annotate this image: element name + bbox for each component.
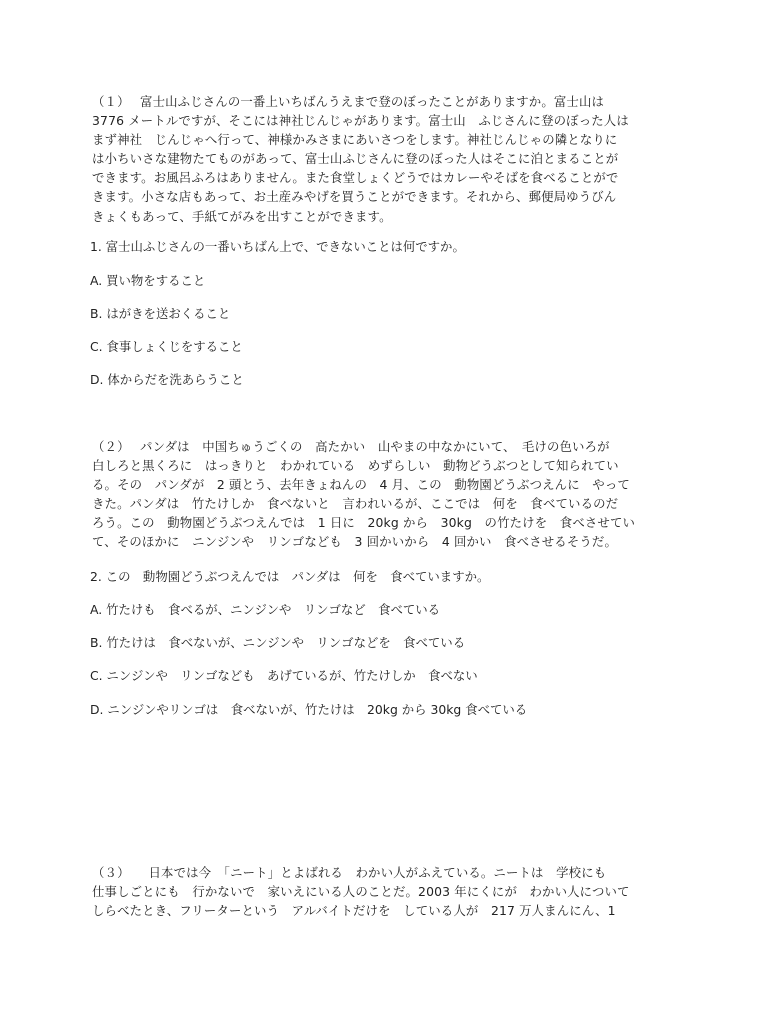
passage-line: 白しろと黒くろに はっきりと わかれている めずらしい 動物どうぶつとして知られてい <box>92 458 619 474</box>
passage-line: きた。パンダは 竹たけしか 食べないと 言われいるが、ここでは 何を 食べているのだ <box>92 496 619 512</box>
passage-line: ろう。この 動物園どうぶつえんでは 1 日に 20kg から 30kg の竹たけを 食べさせてい <box>92 515 636 531</box>
section-2-passage <box>92 437 682 552</box>
passage-line: きょくもあって、手紙てがみを出すことができます。 <box>92 208 392 224</box>
passage-line: きます。小さな店もあって、お土産みやげを買うことができます。それから、郵便局ゆうびん <box>92 189 617 205</box>
section-3-passage <box>92 863 682 920</box>
question-1: 1. 富士山ふじさんの一番いちばん上で、できないことは何ですか。 <box>90 239 465 254</box>
passage-line: （３） 日本では今 「ニート」とよばれる わかい人がふえている。ニートは 学校にも <box>92 865 607 880</box>
section-1 <box>92 92 682 226</box>
question-2: 2. この 動物園どうぶつえんでは パンダは 何を 食べていますか。 <box>90 569 490 584</box>
passage-line: 仕事しごとにも 行かないで 家いえにいる人のことだ。2003 年にくにが わかい人について <box>92 884 630 900</box>
passage-line: 3776 メートルですが、そこには神社じんじゃがあります。富士山 ふじさんに登のぼった人は <box>92 113 629 129</box>
passage-line: （１） 富士山ふじさんの一番上いちばんうえまで登のぼったことがありますか。富士山は <box>92 94 605 109</box>
section-2 <box>92 437 682 552</box>
passage-line: しらべたとき、フリーターという アルバイトだけを している人が 217 万人まんにん、1 <box>92 903 616 919</box>
passage-line: て、そのほかに ニンジンや リンゴなども 3 回かいから 4 回かい 食べさせるそうだ。 <box>92 534 617 550</box>
question-1-option-b: B. はがきを送おくること <box>90 306 231 321</box>
passage-line: （２） パンダは 中国ちゅうごくの 高たかい 山やまの中なかにいて、 毛けの色いろが <box>92 439 610 454</box>
question-2-option-b: B. 竹たけは 食べないが、ニンジンや リンゴなどを 食べている <box>90 635 466 650</box>
question-1-option-d: D. 体からだを洗あらうこと <box>90 372 244 387</box>
question-2-option-c: C. ニンジンや リンゴなども あげているが、竹たけしか 食べない <box>90 668 478 683</box>
passage-line: できます。お風呂ふろはありません。また食堂しょくどうではカレーやそばを食べることがで <box>92 170 619 186</box>
passage-line: は小ちいさな建物たてものがあって、富士山ふじさんに登のぼった人はそこに泊とまることが <box>92 151 619 167</box>
passage-line: る。その パンダが 2 頭とう、去年きょねんの 4 月、この 動物園どうぶつえんに やって <box>92 477 630 493</box>
section-3 <box>92 863 682 920</box>
question-2-option-d: D. ニンジンやリンゴは 食べないが、竹たけは 20kg から 30kg 食べている <box>90 702 528 717</box>
question-2-option-a: A. 竹たけも 食べるが、ニンジンや リンゴなど 食べている <box>90 602 441 617</box>
section-1-passage <box>92 92 682 226</box>
question-1-option-c: C. 食事しょくじをすること <box>90 339 243 354</box>
question-1-option-a: A. 買い物をすること <box>90 273 206 288</box>
passage-line: まず神社 じんじゃへ行って、神様かみさまにあいさつをします。神社じんじゃの隣となりに <box>92 132 618 148</box>
